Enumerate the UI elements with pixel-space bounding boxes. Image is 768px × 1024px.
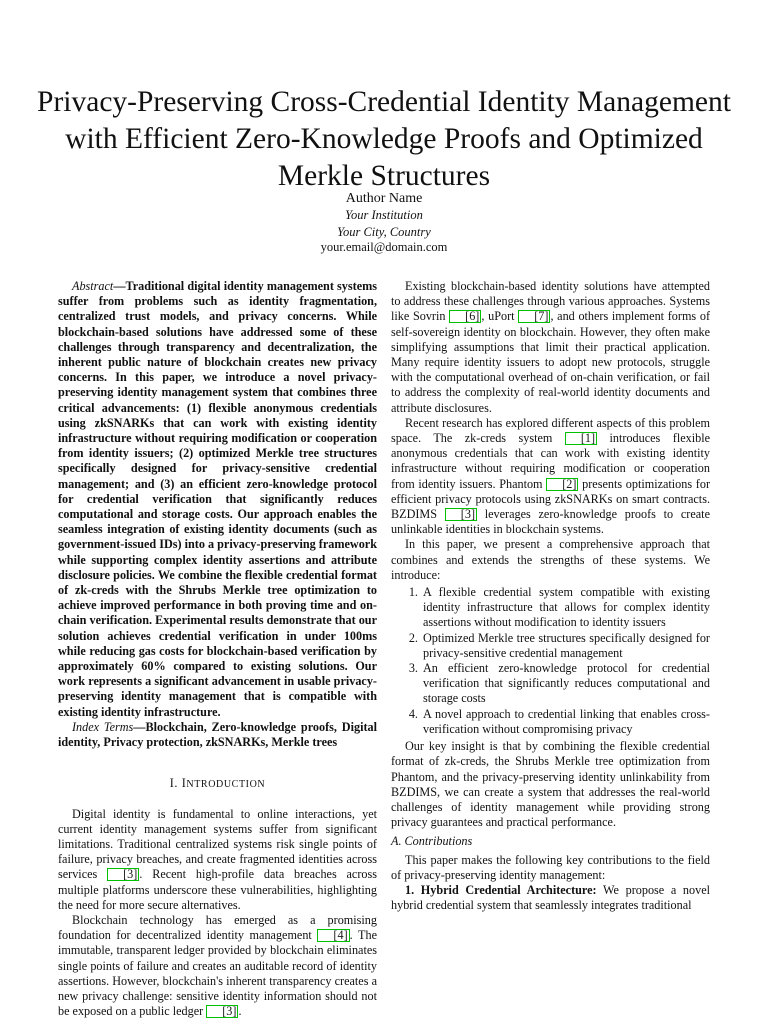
text-run: Blockchain technology has emerged as a promising foundation for decentralized identity management <box>58 912 377 943</box>
citation-link[interactable]: [7] <box>518 310 550 323</box>
abstract-label: Abstract <box>72 279 114 293</box>
section-title-rest: NTRODUCTION <box>186 779 266 791</box>
text-run: . Recent high-profile data breaches across multiple platforms underscore these vulnerabilities, highlighting the need for more secure alternatives. <box>58 867 377 912</box>
author-email: your.email@domain.com <box>320 240 448 254</box>
section-title-first: I <box>181 776 187 791</box>
text-run: presents optimizations for efficient privacy protocols using zkSNARKs on smart contracts. BZDIMS <box>391 476 711 522</box>
subsection-heading-contributions: A. Contributions <box>391 834 473 849</box>
citation-link[interactable]: [2] <box>546 478 578 491</box>
index-terms-text: —Blockchain, Zero-knowledge proofs, Digital identity, Privacy protection, zkSNARKs, Merkle trees <box>58 719 378 750</box>
paper-title: Privacy-Preserving Cross-Credential Identity Management with Efficient Zero-Knowledge Proofs and Optimized Merkle Structures <box>37 85 731 192</box>
list-item: 2. Optimized Merkle tree structures specifically designed for privacy-sensitive credential management <box>421 631 710 661</box>
right-column <box>391 279 710 913</box>
text-run: . <box>238 1004 242 1019</box>
section-heading-introduction <box>58 776 377 792</box>
citation-link[interactable]: [3] <box>206 1005 238 1018</box>
contribution-label: 1. Hybrid Credential Architecture: <box>405 882 597 897</box>
author-institution: Your Institution <box>345 208 423 222</box>
intro-paragraph-5: In this paper, we present a comprehensive approach that combines and extends the strengths of these systems. We introduce: <box>391 537 710 582</box>
contributions-paragraph: This paper makes the following key contributions to the field of privacy-preserving identity management: <box>391 852 710 882</box>
list-item: 4. A novel approach to credential linking that enables cross-verification without compromising privacy <box>421 707 710 737</box>
citation-link[interactable]: [6] <box>449 310 481 323</box>
citation-link[interactable]: [3] <box>107 868 139 881</box>
citation-link[interactable]: [4] <box>317 929 349 942</box>
section-numeral: I. <box>169 776 179 791</box>
intro-paragraph-2 <box>58 913 377 1019</box>
text-run: . The immutable, transparent ledger provided by blockchain eliminates single points of failure and creates an auditable record of identity assertions. However, blockchain's inherent transparency creates a new privacy challenge: sensitive identity information should not be exposed on a public ledger <box>58 928 378 1019</box>
author-name: Author Name <box>345 191 423 206</box>
text-run: Existing blockchain-based identity solutions have attempted to address these challenges through various approaches. Systems like Sovrin <box>391 279 710 324</box>
text-run: leverages zero-knowledge proofs to create unlinkable identities in blockchain systems. <box>391 507 710 537</box>
contribution-list <box>391 585 710 737</box>
list-item: 3. An efficient zero-knowledge protocol for credential verification that significantly reduces computational and storage costs <box>421 661 710 707</box>
contribution-text: We propose a novel hybrid credential system that seamlessly integrates traditional <box>391 882 710 913</box>
contribution-item-1 <box>391 883 710 913</box>
abstract-text: —Traditional digital identity management systems suffer from problems such as identity fragmentation, centralized trust models, and privacy concerns. While blockchain-based solutions have addressed some of these challenges through transparency and decentralization, the inherent public nature of blockchain creates new privacy concerns. In this paper, we introduce a novel privacy-preserving identity management system that combines three critical advancements: (1) flexible anonymous credentials using zkSNARKs that can work with existing identity infrastructure without requiring modification or cooperation from identity issuers; (2) optimized Merkle tree structures specifically designed for privacy-sensitive credential management; and (3) an efficient zero-knowledge protocol for credential verification that significantly reduces computational and storage costs. Our approach enables the seamless integration of existing identity documents (such as government-issued IDs) into a privacy-preserving framework while supporting complex identity assertions and attribute disclosure policies. We combine the flexible credential format of zk-creds with the Shrubs Merkle tree optimization to achieve improved performance in both proving time and on-chain verification. Experimental results demonstrate that our solution achieves credential verification in under 100ms while reducing gas costs for blockchain-based verification by approximately 60% compared to existing solutions. Our work represents a significant advancement in usable privacy-preserving identity management that is compatible with existing identity infrastructure. <box>58 279 377 719</box>
text-run: introduces flexible anonymous credentials that can work with existing identity infrastructure without requiring modification or cooperation from identity issuers. Phantom <box>391 431 710 491</box>
citation-link[interactable]: [3] <box>445 508 477 521</box>
text-run: , and others implement forms of self-sovereign identity on blockchain. However, they often make simplifying assumptions that limit their practical application. Many require identity issuers to adopt new protocols, struggle with the computational overhead of on-chain verification, or fail to address the complexity of real-world identity documents and attribute disclosures. <box>391 309 711 415</box>
citation-link[interactable]: [1] <box>565 432 597 445</box>
text-run: Recent research has explored different aspects of this problem space. The zk-creds system <box>391 415 710 446</box>
intro-paragraph-1 <box>58 807 377 913</box>
intro-paragraph-6: Our key insight is that by combining the flexible credential format of zk-creds, the Shrubs Merkle tree optimization from Phantom, and the privacy-preserving identity unlinkability from BZDIMS, we can create a system that addresses the real-world challenges of identity management while providing strong privacy guarantees and practical performance. <box>391 739 710 830</box>
list-item: 1. A flexible credential system compatible with existing identity infrastructure that allows for complex identity assertions without modification to identity issuers <box>421 585 710 631</box>
abstract <box>58 279 377 720</box>
text-run: Digital identity is fundamental to online interactions, yet current identity management systems suffer from significant limitations. Traditional centralized systems risk single points of failure, privacy breaches, and create fragmented identities across services <box>58 806 377 882</box>
intro-paragraph-4 <box>391 416 710 538</box>
author-city: Your City, Country <box>337 225 431 239</box>
index-terms <box>58 720 377 750</box>
text-run: , uPort <box>481 309 519 324</box>
intro-paragraph-3 <box>391 279 710 416</box>
index-terms-label: Index Terms <box>72 719 134 734</box>
left-column <box>58 279 377 1019</box>
